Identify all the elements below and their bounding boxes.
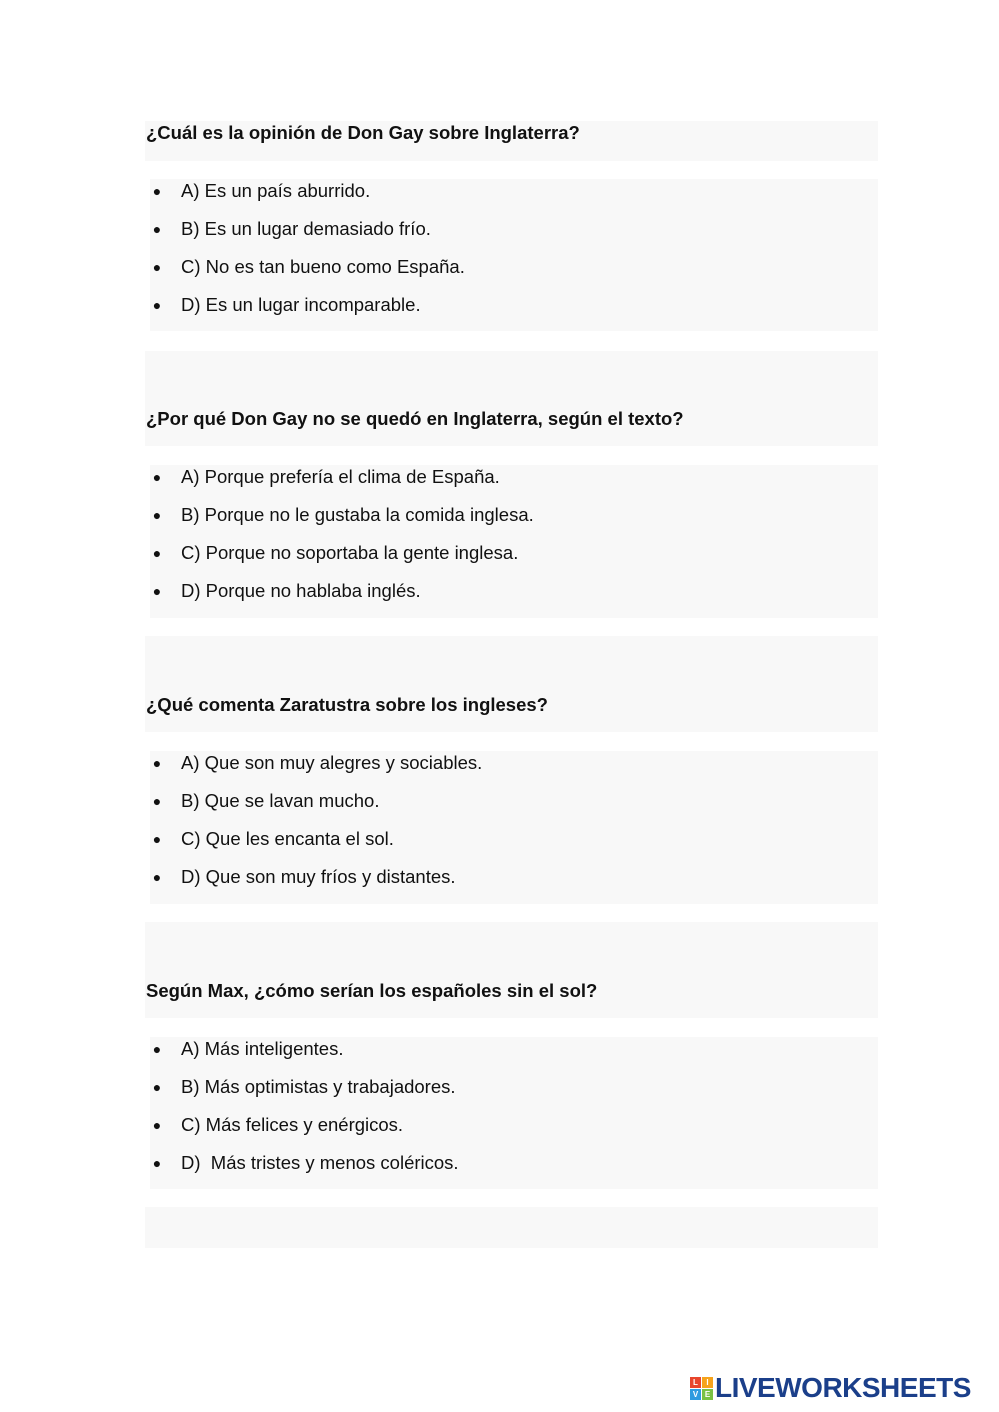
bullet-icon: ● [152,869,162,885]
question-band [145,636,878,732]
answer-option-d[interactable] [150,293,421,317]
answer-option-text: D) Porque no hablaba inglés. [181,580,421,601]
logo-tile-icon: I [702,1377,713,1388]
bullet-icon: ● [152,755,162,771]
answer-option-text: C) Porque no soportaba la gente inglesa. [181,542,519,563]
answer-option-text: B) Es un lugar demasiado frío. [181,218,431,239]
answer-option-b[interactable] [150,1075,456,1099]
answer-list [150,465,878,618]
bullet-icon: ● [152,259,162,275]
question-title: ¿Por qué Don Gay no se quedó en Inglaterra, según el texto? [146,408,684,429]
bullet-icon: ● [152,469,162,485]
liveworksheets-logo [690,1373,971,1403]
answer-option-a[interactable] [150,751,483,775]
answer-option-text: B) Más optimistas y trabajadores. [181,1076,456,1097]
answer-option-a[interactable] [150,1037,344,1061]
answer-option-text: C) Que les encanta el sol. [181,828,394,849]
answer-option-c[interactable] [150,541,519,565]
answer-option-b[interactable] [150,503,534,527]
bullet-icon: ● [152,793,162,809]
logo-tile-icon: V [690,1389,701,1400]
bullet-icon: ● [152,545,162,561]
answer-option-c[interactable] [150,255,465,279]
answer-option-b[interactable] [150,217,431,241]
bullet-icon: ● [152,831,162,847]
logo-tile-icon: L [690,1377,701,1388]
question-title: Según Max, ¿cómo serían los españoles sin el sol? [146,980,598,1001]
answer-option-a[interactable] [150,465,500,489]
bullet-icon: ● [152,1079,162,1095]
logo-tile-icon: E [702,1389,713,1400]
liveworksheets-logo-icon [690,1377,713,1400]
brand-name: LIVEWORKSHEETS [715,1372,971,1403]
answer-option-text: A) Más inteligentes. [181,1038,344,1059]
answer-option-text: A) Que son muy alegres y sociables. [181,752,483,773]
bullet-icon: ● [152,183,162,199]
answer-option-text: A) Es un país aburrido. [181,180,371,201]
answer-option-text: B) Que se lavan mucho. [181,790,380,811]
answer-option-d[interactable] [150,865,456,889]
question-title: ¿Cuál es la opinión de Don Gay sobre Inglaterra? [146,122,580,143]
answer-option-b[interactable] [150,789,380,813]
bullet-icon: ● [152,1117,162,1133]
bullet-icon: ● [152,297,162,313]
answer-list [150,179,878,331]
answer-option-text: C) No es tan bueno como España. [181,256,465,277]
question-title: ¿Qué comenta Zaratustra sobre los ingleses? [146,694,548,715]
question-band [145,351,878,446]
bullet-icon: ● [152,583,162,599]
answer-option-text: A) Porque prefería el clima de España. [181,466,500,487]
answer-option-c[interactable] [150,827,394,851]
answer-option-d[interactable] [150,1151,459,1175]
answer-option-c[interactable] [150,1113,404,1137]
answer-option-text: D) Que son muy fríos y distantes. [181,866,456,887]
answer-list [150,751,878,904]
answer-option-text: C) Más felices y enérgicos. [181,1114,404,1135]
answer-option-a[interactable] [150,179,371,203]
answer-list [150,1037,878,1189]
question-band [145,922,878,1018]
bullet-icon: ● [152,1041,162,1057]
bullet-icon: ● [152,221,162,237]
answer-option-text: D) Es un lugar incomparable. [181,294,421,315]
answer-option-text: B) Porque no le gustaba la comida inglesa. [181,504,534,525]
answer-option-d[interactable] [150,579,421,603]
bullet-icon: ● [152,507,162,523]
bullet-icon: ● [152,1155,162,1171]
empty-answer-band [145,1207,878,1248]
answer-option-text: D) Más tristes y menos coléricos. [181,1152,459,1173]
